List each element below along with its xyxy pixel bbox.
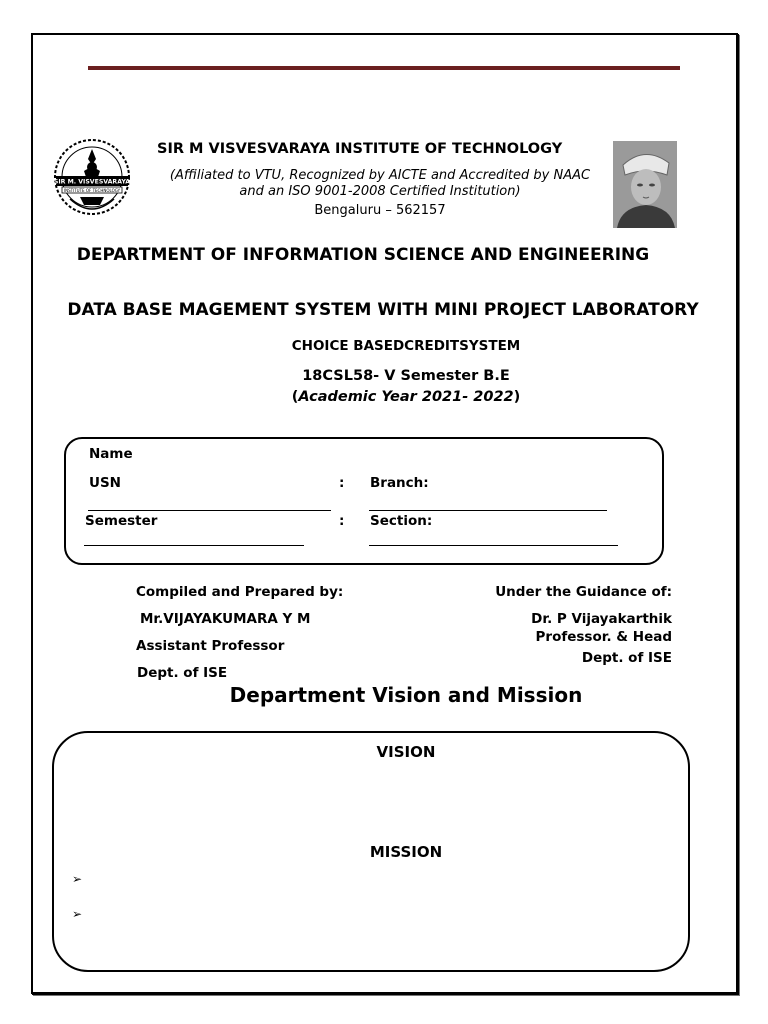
subject-title: DATA BASE MAGEMENT SYSTEM WITH MINI PROJECT LABORATORY xyxy=(67,300,699,320)
name-label: Name xyxy=(89,446,133,462)
usn-label: USN xyxy=(89,475,121,491)
mission-bullet-2: ➢ xyxy=(72,907,83,921)
compiled-dept: Dept. of ISE xyxy=(137,665,228,681)
usn-colon: : xyxy=(339,475,345,491)
founder-portrait xyxy=(613,141,677,228)
semester-colon: : xyxy=(339,513,345,529)
vision-heading: VISION xyxy=(376,743,436,761)
affiliation-line-2: and an ISO 9001-2008 Certified Institution) xyxy=(239,184,521,199)
compiled-name: Mr.VIJAYAKUMARA Y M xyxy=(140,611,311,627)
scheme-label: CHOICE BASEDCREDITSYSTEM xyxy=(291,338,521,354)
section-underline xyxy=(369,545,618,546)
compiled-heading: Compiled and Prepared by: xyxy=(136,584,344,600)
course-code: 18CSL58- V Semester B.E xyxy=(302,368,510,384)
academic-year-close: ) xyxy=(513,389,521,405)
top-decorative-rule xyxy=(88,66,680,70)
affiliation-line-1: (Affiliated to VTU, Recognized by AICTE and Accredited by NAAC xyxy=(169,168,591,183)
institute-logo xyxy=(50,137,134,219)
mission-heading: MISSION xyxy=(369,843,443,861)
institute-name: SIR M VISVESVARAYA INSTITUTE OF TECHNOLOGY xyxy=(157,141,563,157)
semester-label: Semester xyxy=(85,513,158,529)
guidance-heading: Under the Guidance of: xyxy=(495,584,672,600)
affiliation-text xyxy=(140,168,620,200)
branch-label: Branch: xyxy=(370,475,429,491)
svg-text:INSTITUTE OF TECHNOLOGY: INSTITUTE OF TECHNOLOGY xyxy=(63,187,121,193)
compiled-designation: Assistant Professor xyxy=(136,638,285,654)
department-title: DEPARTMENT OF INFORMATION SCIENCE AND ENGINEERING xyxy=(76,245,650,265)
academic-year-open: ( xyxy=(291,389,299,405)
vision-mission-title: Department Vision and Mission xyxy=(229,683,583,707)
academic-year xyxy=(0,389,768,405)
guidance-name: Dr. P Vijayakarthik xyxy=(531,611,672,627)
svg-text:SIR M. VISVESVARAYA: SIR M. VISVESVARAYA xyxy=(53,178,131,186)
usn-underline xyxy=(88,510,331,511)
institute-city: Bengaluru – 562157 xyxy=(314,203,446,218)
academic-year-text: Academic Year 2021- 2022 xyxy=(298,389,514,405)
mission-bullet-1: ➢ xyxy=(72,872,83,886)
guidance-designation: Professor. & Head xyxy=(535,629,672,645)
semester-underline xyxy=(84,545,304,546)
guidance-dept: Dept. of ISE xyxy=(581,650,672,666)
section-label: Section: xyxy=(370,513,433,529)
branch-underline xyxy=(369,510,607,511)
